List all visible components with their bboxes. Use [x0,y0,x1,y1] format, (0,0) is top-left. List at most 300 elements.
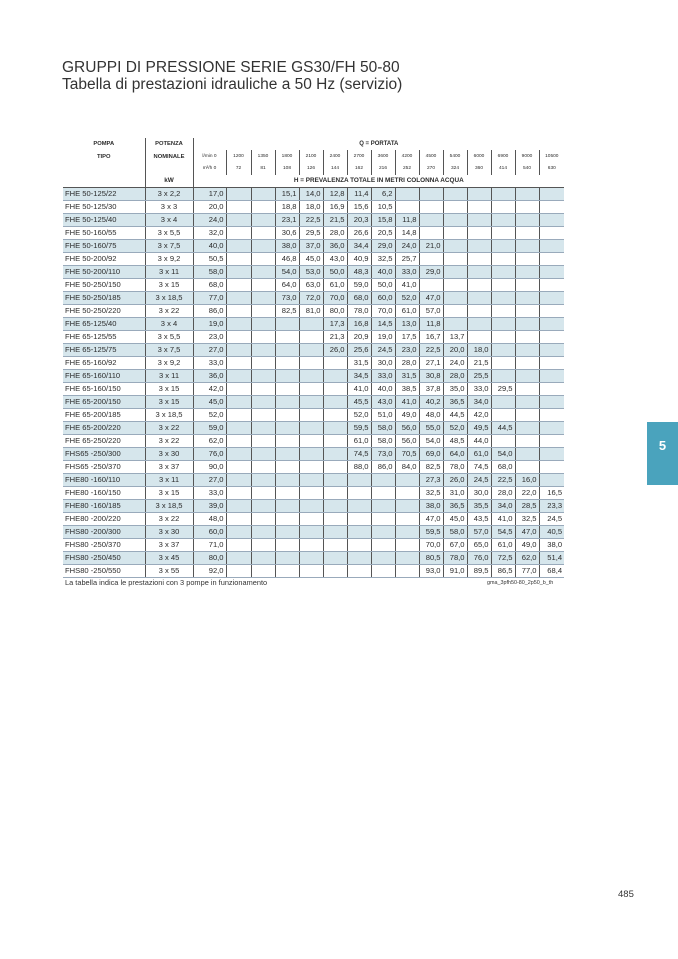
head-value-cell [539,461,564,474]
head-value-cell [299,409,323,422]
head-value-cell [371,565,395,578]
head-value-cell: 20,0 [193,201,226,214]
pump-type-cell: FHE 50-125/22 [63,188,145,201]
pump-type-cell: FHE 65-125/75 [63,344,145,357]
head-value-cell: 14,8 [395,227,419,240]
head-value-cell [323,552,347,565]
head-value-cell [515,188,539,201]
head-value-cell [371,539,395,552]
head-value-cell [419,227,443,240]
pump-type-cell: FHS65 -250/300 [63,448,145,461]
head-value-cell: 22,5 [299,214,323,227]
head-value-cell [251,474,275,487]
head-value-cell: 33,0 [467,383,491,396]
flow-m3h-cell: 324 [443,163,467,175]
head-value-cell [299,448,323,461]
head-value-cell: 82,5 [275,305,299,318]
head-value-cell [539,474,564,487]
head-value-cell [299,396,323,409]
head-value-cell [275,409,299,422]
head-value-cell: 31,0 [443,487,467,500]
head-value-cell: 28,0 [395,357,419,370]
head-value-cell: 48,3 [347,266,371,279]
head-value-cell [251,448,275,461]
power-cell: 3 x 18,5 [145,409,193,422]
head-value-cell: 62,0 [193,435,226,448]
power-cell: 3 x 22 [145,435,193,448]
head-value-cell [515,253,539,266]
head-value-cell [323,487,347,500]
header-row-lmin [63,150,564,162]
flow-m3h-cell: 144 [323,163,347,175]
head-value-cell: 41,0 [491,513,515,526]
head-value-cell: 80,5 [419,552,443,565]
head-value-cell: 60,0 [193,526,226,539]
head-value-cell [251,318,275,331]
table-row [63,305,564,318]
header-pompa: POMPA [63,138,145,150]
head-value-cell: 76,0 [467,552,491,565]
head-value-cell [539,240,564,253]
head-value-cell: 40,2 [419,396,443,409]
page-title: GRUPPI DI PRESSIONE SERIE GS30/FH 50-80 [62,59,400,76]
head-value-cell: 33,0 [395,266,419,279]
head-value-cell [226,201,251,214]
head-value-cell: 26,0 [443,474,467,487]
head-value-cell [419,214,443,227]
flow-m3h-cell: 216 [371,163,395,175]
pump-type-cell: FHE 65-160/150 [63,383,145,396]
head-value-cell [515,318,539,331]
head-value-cell [299,474,323,487]
head-value-cell: 12,8 [323,188,347,201]
head-value-cell [323,383,347,396]
table-row [63,188,564,201]
table-row [63,331,564,344]
head-value-cell: 25,6 [347,344,371,357]
head-value-cell [371,474,395,487]
head-value-cell [299,422,323,435]
head-value-cell: 52,0 [193,409,226,422]
head-value-cell [395,500,419,513]
head-value-cell: 37,0 [299,240,323,253]
head-value-cell [467,266,491,279]
head-value-cell [347,565,371,578]
head-value-cell [251,331,275,344]
head-value-cell [539,435,564,448]
head-value-cell: 80,0 [323,305,347,318]
head-value-cell [371,526,395,539]
head-value-cell [275,383,299,396]
flow-lmin-cell: 2400 [323,150,347,162]
head-value-cell [251,487,275,500]
head-value-cell: 61,0 [491,539,515,552]
power-cell: 3 x 37 [145,539,193,552]
head-value-cell: 43,0 [371,396,395,409]
head-value-cell: 24,5 [371,344,395,357]
head-value-cell [539,383,564,396]
head-value-cell [226,474,251,487]
head-value-cell [515,357,539,370]
head-value-cell: 55,0 [419,422,443,435]
head-value-cell: 40,5 [539,526,564,539]
head-value-cell: 58,0 [193,266,226,279]
head-value-cell: 45,5 [347,396,371,409]
pump-type-cell: FHE 65-160/92 [63,357,145,370]
head-value-cell: 62,0 [515,552,539,565]
head-value-cell [419,253,443,266]
head-value-cell: 26,6 [347,227,371,240]
head-value-cell [275,448,299,461]
performance-table [63,138,564,578]
head-value-cell [539,396,564,409]
head-value-cell: 73,0 [275,292,299,305]
head-value-cell [515,370,539,383]
head-value-cell [539,422,564,435]
head-value-cell [395,474,419,487]
head-value-cell: 13,0 [395,318,419,331]
head-value-cell [491,370,515,383]
head-value-cell [275,474,299,487]
head-value-cell [299,526,323,539]
head-value-cell: 61,0 [347,435,371,448]
head-value-cell: 29,0 [371,240,395,253]
head-value-cell [323,526,347,539]
head-value-cell: 54,0 [491,448,515,461]
table-row [63,487,564,500]
table-row [63,461,564,474]
head-value-cell [467,318,491,331]
head-value-cell: 49,0 [515,539,539,552]
head-value-cell: 28,0 [443,370,467,383]
pump-type-cell: FHE 65-200/185 [63,409,145,422]
head-value-cell: 20,3 [347,214,371,227]
head-value-cell [467,227,491,240]
table-row [63,396,564,409]
head-value-cell [539,214,564,227]
header-q-portata: Q = PORTATA [193,138,564,150]
head-value-cell [491,292,515,305]
flow-m3h-cell: 126 [299,163,323,175]
head-value-cell: 48,5 [443,435,467,448]
flow-lmin-cell: 5400 [443,150,467,162]
head-value-cell [539,266,564,279]
power-cell: 3 x 7,5 [145,240,193,253]
head-value-cell: 38,0 [539,539,564,552]
head-value-cell: 86,5 [491,565,515,578]
table-row [63,422,564,435]
power-cell: 3 x 15 [145,279,193,292]
flow-lmin-cell: 6000 [467,150,491,162]
power-cell: 3 x 18,5 [145,500,193,513]
head-value-cell [539,227,564,240]
head-value-cell [226,539,251,552]
head-value-cell: 30,0 [371,357,395,370]
head-value-cell: 36,5 [443,396,467,409]
head-value-cell: 44,5 [491,422,515,435]
table-code: gma_3pfh50-80_2p50_b_th [487,580,554,586]
power-cell: 3 x 9,2 [145,253,193,266]
table-row [63,474,564,487]
head-value-cell [226,461,251,474]
head-value-cell: 56,0 [395,422,419,435]
head-value-cell: 44,5 [443,409,467,422]
power-cell: 3 x 11 [145,474,193,487]
head-value-cell: 38,0 [275,240,299,253]
head-value-cell: 50,0 [371,279,395,292]
head-value-cell [299,461,323,474]
head-value-cell [275,344,299,357]
table-row [63,552,564,565]
head-value-cell: 22,0 [515,487,539,500]
head-value-cell [275,513,299,526]
head-value-cell: 88,0 [347,461,371,474]
head-value-cell: 15,8 [371,214,395,227]
head-value-cell [251,422,275,435]
head-value-cell [347,552,371,565]
head-value-cell: 34,0 [491,500,515,513]
head-value-cell [226,344,251,357]
head-value-cell: 81,0 [299,305,323,318]
pump-type-cell: FHS80 -250/450 [63,552,145,565]
head-value-cell: 23,0 [193,331,226,344]
head-value-cell: 32,0 [193,227,226,240]
head-value-cell: 43,5 [467,513,491,526]
head-value-cell [443,305,467,318]
head-value-cell [515,240,539,253]
head-value-cell [251,500,275,513]
pump-type-cell: FHE 50-200/92 [63,253,145,266]
head-value-cell [251,370,275,383]
head-value-cell: 72,5 [491,552,515,565]
head-value-cell [226,370,251,383]
head-value-cell: 15,6 [347,201,371,214]
pump-type-cell: FHE 50-200/110 [63,266,145,279]
table-row [63,565,564,578]
head-value-cell: 27,0 [193,474,226,487]
head-value-cell [251,396,275,409]
head-value-cell [515,422,539,435]
flow-lmin-cell: 9000 [515,150,539,162]
head-value-cell: 35,5 [467,500,491,513]
head-value-cell [347,539,371,552]
head-value-cell: 36,0 [323,240,347,253]
head-value-cell [226,526,251,539]
flow-lmin-cell: 2700 [347,150,371,162]
pump-type-cell: FHS80 -250/370 [63,539,145,552]
head-value-cell: 34,5 [347,370,371,383]
head-value-cell: 45,0 [299,253,323,266]
head-value-cell [299,318,323,331]
head-value-cell [443,188,467,201]
head-value-cell [299,552,323,565]
flow-m3h-cell: 414 [491,163,515,175]
power-cell: 3 x 55 [145,565,193,578]
head-value-cell [467,201,491,214]
head-value-cell: 31,5 [347,357,371,370]
section-tab: 5 [647,422,678,485]
head-value-cell [299,383,323,396]
head-value-cell [491,201,515,214]
head-value-cell: 59,5 [347,422,371,435]
head-value-cell [323,513,347,526]
head-value-cell: 18,8 [275,201,299,214]
pump-type-cell: FHE 50-125/40 [63,214,145,227]
head-value-cell [275,357,299,370]
head-value-cell: 23,1 [275,214,299,227]
head-value-cell: 54,0 [275,266,299,279]
head-value-cell [251,552,275,565]
flow-lmin-cell: 4500 [419,150,443,162]
table-row [63,253,564,266]
head-value-cell: 23,3 [539,500,564,513]
head-value-cell [467,253,491,266]
head-value-cell: 30,0 [467,487,491,500]
head-value-cell [467,240,491,253]
flow-m3h-cell: 81 [251,163,275,175]
head-value-cell [515,214,539,227]
head-value-cell: 45,0 [193,396,226,409]
head-value-cell [539,409,564,422]
head-value-cell: 41,0 [395,396,419,409]
head-value-cell [226,500,251,513]
table-row [63,240,564,253]
power-cell: 3 x 9,2 [145,357,193,370]
head-value-cell: 32,5 [515,513,539,526]
head-value-cell: 70,0 [419,539,443,552]
head-value-cell [539,201,564,214]
head-value-cell: 84,0 [395,461,419,474]
head-value-cell: 61,0 [323,279,347,292]
head-value-cell [251,344,275,357]
head-value-cell [395,513,419,526]
head-value-cell [467,279,491,292]
head-value-cell [515,344,539,357]
head-value-cell: 17,3 [323,318,347,331]
head-value-cell: 44,0 [467,435,491,448]
power-cell: 3 x 4 [145,214,193,227]
head-value-cell [395,188,419,201]
flow-lmin-cell: 4200 [395,150,419,162]
pump-type-cell: FHE 50-160/55 [63,227,145,240]
head-value-cell [491,357,515,370]
head-value-cell: 50,0 [323,266,347,279]
head-value-cell [323,357,347,370]
page-number: 485 [618,889,634,900]
head-value-cell: 37,8 [419,383,443,396]
pump-type-cell: FHE 65-250/220 [63,435,145,448]
head-value-cell: 52,0 [395,292,419,305]
head-value-cell: 68,4 [539,565,564,578]
unit-m3h: m³/h 0 [193,163,226,175]
table-row [63,409,564,422]
head-value-cell: 57,0 [419,305,443,318]
head-value-cell [443,240,467,253]
head-value-cell [226,357,251,370]
power-cell: 3 x 2,2 [145,188,193,201]
head-value-cell [323,448,347,461]
head-value-cell [443,266,467,279]
head-value-cell: 91,0 [443,565,467,578]
head-value-cell: 73,0 [371,448,395,461]
header-row-units [63,175,564,188]
power-cell: 3 x 30 [145,526,193,539]
head-value-cell: 27,0 [193,344,226,357]
pump-type-cell: FHE80 -160/150 [63,487,145,500]
power-cell: 3 x 30 [145,448,193,461]
head-value-cell: 46,8 [275,253,299,266]
head-value-cell: 59,0 [347,279,371,292]
power-cell: 3 x 18,5 [145,292,193,305]
table-row [63,370,564,383]
head-value-cell [251,357,275,370]
flow-lmin-cell: 3600 [371,150,395,162]
flow-lmin-cell: 1350 [251,150,275,162]
head-value-cell [226,383,251,396]
head-value-cell [491,240,515,253]
head-value-cell [226,487,251,500]
head-value-cell: 76,0 [193,448,226,461]
head-value-cell [251,461,275,474]
head-value-cell [491,279,515,292]
head-value-cell [539,370,564,383]
head-value-cell: 32,5 [419,487,443,500]
head-value-cell: 40,9 [347,253,371,266]
head-value-cell: 93,0 [419,565,443,578]
head-value-cell: 16,9 [323,201,347,214]
head-value-cell [251,513,275,526]
table-row [63,500,564,513]
pump-type-cell: FHE 65-125/55 [63,331,145,344]
head-value-cell [491,214,515,227]
head-value-cell: 63,0 [299,279,323,292]
flow-m3h-cell: 540 [515,163,539,175]
head-value-cell [419,188,443,201]
head-value-cell: 41,0 [347,383,371,396]
head-value-cell [251,539,275,552]
power-cell: 3 x 15 [145,487,193,500]
head-value-cell [467,188,491,201]
head-value-cell [515,305,539,318]
head-value-cell: 19,0 [193,318,226,331]
head-value-cell [251,214,275,227]
head-value-cell: 16,7 [419,331,443,344]
head-value-cell [491,409,515,422]
head-value-cell: 29,5 [491,383,515,396]
head-value-cell [323,422,347,435]
head-value-cell: 45,0 [443,513,467,526]
head-value-cell: 23,0 [395,344,419,357]
head-value-cell: 70,5 [395,448,419,461]
header-row-1 [63,138,564,150]
head-value-cell [323,474,347,487]
head-value-cell: 28,0 [323,227,347,240]
head-value-cell [467,292,491,305]
head-value-cell [515,461,539,474]
head-value-cell [443,214,467,227]
head-value-cell: 6,2 [371,188,395,201]
head-value-cell [371,487,395,500]
head-value-cell [539,331,564,344]
head-value-cell: 16,5 [539,487,564,500]
head-value-cell [275,552,299,565]
power-cell: 3 x 37 [145,461,193,474]
flow-m3h-cell: 252 [395,163,419,175]
head-value-cell: 17,5 [395,331,419,344]
head-value-cell [491,331,515,344]
head-value-cell: 27,3 [419,474,443,487]
head-value-cell [395,552,419,565]
